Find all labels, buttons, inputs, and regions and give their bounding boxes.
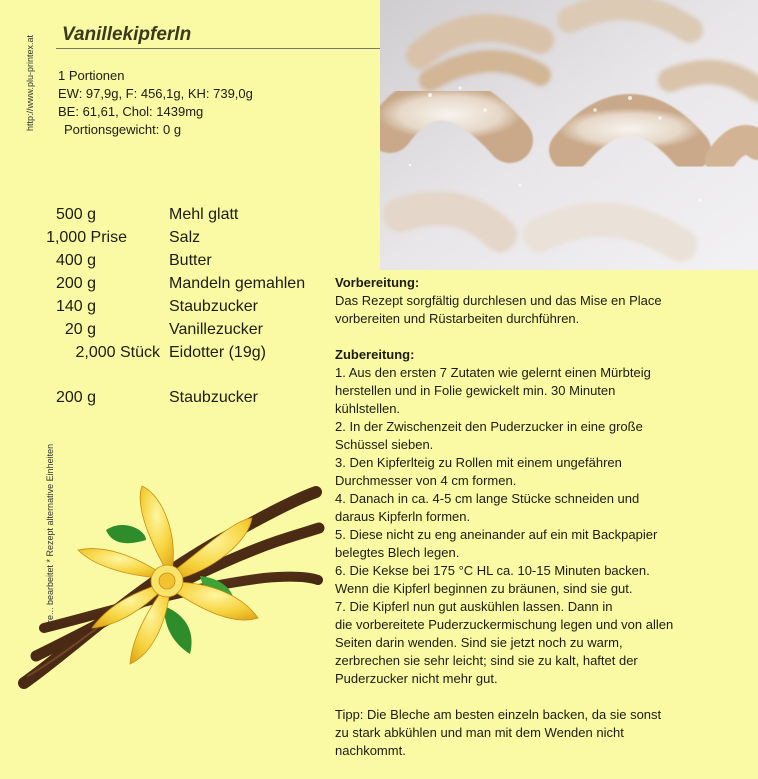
prep-text-line: vorbereiten und Rüstarbeiten durchführen. bbox=[335, 311, 580, 326]
portions: 1 Portionen bbox=[58, 68, 125, 83]
ingredient-qty: 200 g bbox=[55, 389, 96, 406]
page-title: Vanillekipferln bbox=[62, 24, 192, 45]
ingredient-qty: 400 g bbox=[55, 252, 96, 269]
instructions bbox=[335, 274, 745, 760]
step-line: die vorbereitete Puderzuckermischung legen und von allen bbox=[335, 617, 674, 632]
step-line: 5. Diese nicht zu eng aneinander auf ein mit Backpapier bbox=[335, 527, 658, 542]
step-line: kühlstellen. bbox=[335, 401, 401, 416]
ingredient-name: Eidotter (19g) bbox=[169, 344, 266, 361]
prep-heading: Vorbereitung: bbox=[335, 275, 420, 290]
step-line: belegtes Blech legen. bbox=[335, 545, 460, 560]
ingredient-name: Staubzucker bbox=[169, 298, 258, 315]
ingredient-qty: 500 g bbox=[55, 206, 96, 223]
vanilla-flower-icon bbox=[78, 486, 258, 664]
title-divider bbox=[56, 48, 380, 49]
ingredient-name: Butter bbox=[169, 252, 212, 269]
vanilla-flower-illustration bbox=[14, 478, 326, 693]
ingredient-name: Staubzucker bbox=[169, 389, 258, 406]
step-line: daraus Kipferln formen. bbox=[335, 509, 471, 524]
portion-weight: Portionsgewicht: 0 g bbox=[64, 122, 182, 137]
tip-line: nachkommt. bbox=[335, 743, 406, 758]
step-line: Puderzucker nicht mehr gut. bbox=[335, 671, 498, 686]
nutrition-line-1: EW: 97,9g, F: 456,1g, KH: 739,0g bbox=[58, 86, 253, 101]
kipferl-photo bbox=[380, 0, 758, 270]
step-line: Schüssel sieben. bbox=[335, 437, 434, 452]
step-line: 3. Den Kipferlteig zu Rollen mit einem ungefähren bbox=[335, 455, 622, 470]
step-line: 1. Aus den ersten 7 Zutaten wie gelernt einen Mürbteig bbox=[335, 365, 651, 380]
ingredient-name: Vanillezucker bbox=[169, 321, 263, 338]
step-line: 7. Die Kipferl nun gut auskühlen lassen. Dann in bbox=[335, 599, 613, 614]
tip-line: zu stark abkühlen und man mit dem Wenden nicht bbox=[335, 725, 624, 740]
ingredient-name: Mandeln gemahlen bbox=[169, 275, 306, 292]
nutrition-info bbox=[58, 67, 253, 139]
main-heading: Zubereitung: bbox=[335, 347, 415, 362]
step-line: herstellen und in Folie gewickelt min. 30 Minuten bbox=[335, 383, 616, 398]
side-caption: re... bearbeitet * Rezept alternative Einheiten bbox=[45, 443, 55, 623]
step-line: 2. In der Zwischenzeit den Puderzucker in eine große bbox=[335, 419, 643, 434]
nutrition-line-2: BE: 61,61, Chol: 1439mg bbox=[58, 104, 204, 119]
ingredient-name: Salz bbox=[169, 229, 201, 246]
ingredient-qty: 200 g bbox=[55, 275, 96, 292]
ingredient-name: Mehl glatt bbox=[169, 206, 239, 223]
prep-text-line: Das Rezept sorgfältig durchlesen und das Mise en Place bbox=[335, 293, 662, 308]
step-line: Seiten darin wenden. Sind sie jetzt noch zu warm, bbox=[335, 635, 623, 650]
step-line: 6. Die Kekse bei 175 °C HL ca. 10-15 Minuten backen. bbox=[335, 563, 650, 578]
ingredient-qty: 20 g bbox=[64, 321, 96, 338]
step-line: Durchmesser von 4 cm formen. bbox=[335, 473, 517, 488]
tip-line: Tipp: Die Bleche am besten einzeln backen, da sie sonst bbox=[335, 707, 662, 722]
ingredient-qty: 140 g bbox=[55, 298, 96, 315]
side-url: http://www.plu-printex.at bbox=[25, 34, 35, 132]
step-line: Wenn die Kipferl beginnen zu bräunen, sind sie gut. bbox=[335, 581, 633, 596]
ingredient-qty: 1,000 Prise bbox=[46, 229, 127, 246]
ingredient-qty: 2,000 Stück bbox=[75, 344, 160, 361]
step-line: zerbrechen sie sehr leicht; sind sie zu kalt, haftet der bbox=[335, 653, 638, 668]
step-line: 4. Danach in ca. 4-5 cm lange Stücke schneiden und bbox=[335, 491, 640, 506]
